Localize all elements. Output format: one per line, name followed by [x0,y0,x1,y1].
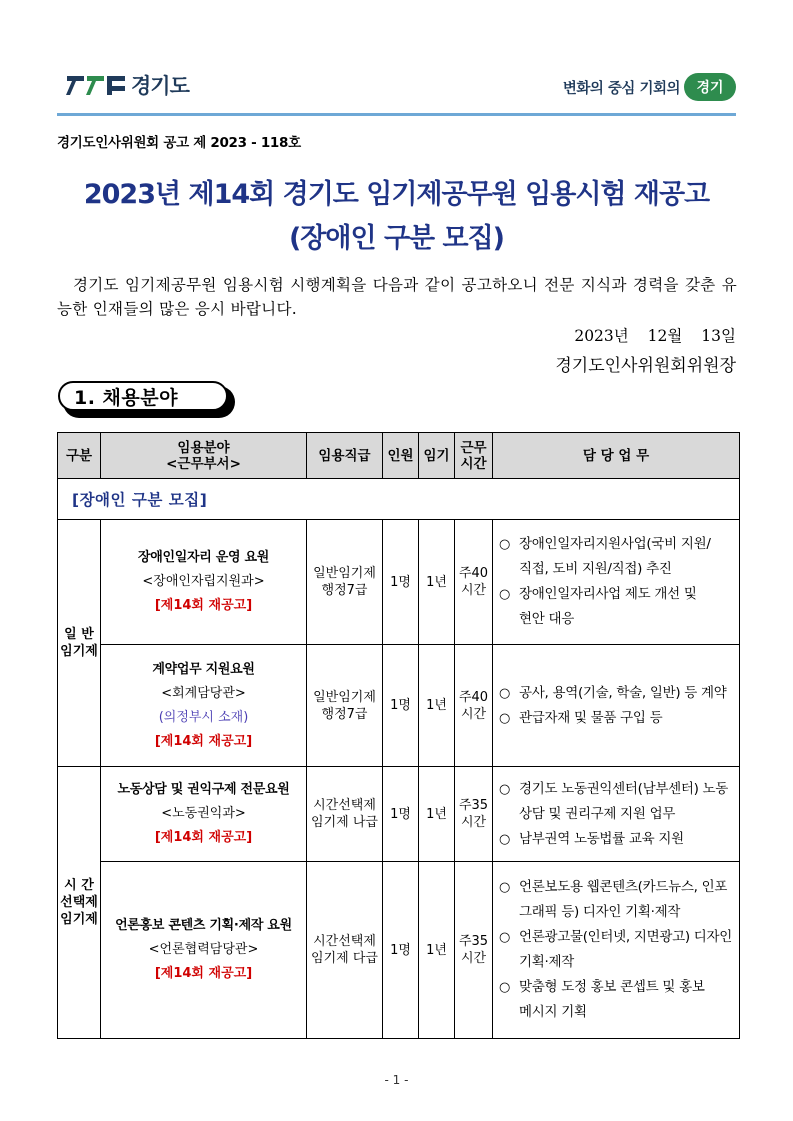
duty-text: 관급자재 및 물품 구입 등 [519,709,663,726]
table-row [58,862,740,1039]
hours-cell [455,520,493,645]
header-hours [455,433,493,479]
field-name: 장애인일자리 운영 요원 [137,550,270,565]
header-field [101,433,307,479]
duty-line: 장애인일자리사업 제도 개선 및 [519,586,697,602]
term-cell: 1년 [419,645,455,767]
duty-line: 현안 대응 [519,611,574,627]
field-name: 계약업무 지원요원 [152,661,255,677]
duty-line: 메시지 기획 [519,1004,587,1020]
count-cell: 1명 [383,520,419,645]
circle-bullet-icon: ○ [499,587,511,602]
field-cell [101,862,307,1039]
field-cell [101,767,307,862]
duty-text [519,975,705,1025]
count-cell: 1명 [383,645,419,767]
hours-line2: 시간 [460,583,487,598]
hours-line1: 주35 [458,798,489,813]
duties-cell [493,645,740,767]
category-line1: 일 반 [64,627,94,642]
field-name: 노동상담 및 권익구제 전문요원 [117,782,290,797]
duty-item [499,975,737,1025]
recruitment-table [57,432,740,1039]
page-title: 2023년 제14회 경기도 임기제공무원 임용시험 재공고 [83,179,710,210]
notice-date: 2023년 12월 13일 [574,327,736,345]
count-cell: 1명 [383,862,419,1039]
circle-bullet-icon: ○ [499,930,511,945]
header-count: 인원 [383,433,419,479]
category-line1: 시 간 [64,878,94,893]
section-heading-label: 1. 채용분야 [58,381,228,411]
rank-cell [307,520,383,645]
rank-line2: 행정7급 [321,706,368,722]
circle-bullet-icon: ○ [499,980,511,995]
duty-text [519,777,728,827]
hours-cell [455,767,493,862]
field-tag: [제14회 재공고] [154,966,253,981]
slogan-text: 변화의 중심 기회의 [562,80,680,97]
duty-line: 직접, 도비 지원/직접) 추진 [519,561,672,577]
gyeonggi-logo-mark-icon [66,73,126,97]
hours-cell [455,645,493,767]
table-row [58,767,740,862]
field-location: (의정부시 소재) [158,709,249,725]
circle-bullet-icon: ○ [499,781,511,797]
rank-line1: 일반임기제 [313,689,376,705]
field-dept: <장애인자립지원과> [142,574,265,589]
header-rank: 임용직급 [307,433,383,479]
table-header-row [58,433,740,479]
field-cell [101,645,307,767]
rank-line1: 시간선택제 [313,798,376,813]
duty-item [499,925,737,975]
duties-cell [493,862,740,1039]
notice-number: 경기도인사위원회 공고 제 2023 - 118호 [57,135,301,151]
duty-item [499,681,737,706]
duty-text [519,925,732,975]
table-row [58,520,740,645]
rank-line1: 시간선택제 [313,934,376,949]
hours-line2: 시간 [460,815,487,830]
rank-cell [307,862,383,1039]
logo-text: 경기도 [131,74,189,98]
duties-cell [493,767,740,862]
circle-bullet-icon: ○ [499,880,511,895]
hours-line1: 주40 [458,566,489,581]
header-term: 임기 [419,433,455,479]
duty-text [519,875,727,925]
rank-line2: 임기제 나급 [311,815,378,830]
banner-row [58,479,740,520]
banner-cell: [장애인 구분 모집] [58,479,740,520]
hours-cell [455,862,493,1039]
category-line2: 임기제 [60,644,98,659]
header-hours-line2: 시간 [460,455,487,472]
field-tag: [제14회 재공고] [154,733,253,749]
field-tag: [제14회 재공고] [154,830,253,845]
table-row [58,645,740,767]
field-dept: <노동권익과> [161,806,246,821]
hours-line2: 시간 [460,706,487,722]
header-field-line2: <근무부서> [166,455,241,472]
header-hours-line1: 근무 [460,439,487,456]
slogan [563,73,736,101]
intro-text: 경기도 임기제공무원 임용시험 시행계획을 다음과 같이 공고하오니 전문 지식과 경력을 갖춘 유능한 인재들의 많은 응시 바랍니다. [57,276,737,318]
category-cell-general [58,520,101,767]
duty-text: 남부권역 노동법률 교육 지원 [519,830,684,847]
duty-item [499,777,737,827]
page-subtitle: (장애인 구분 모집) [288,223,505,254]
rank-cell [307,767,383,862]
duty-line: 맞춤형 도정 홍보 콘셉트 및 홍보 [519,979,705,995]
duty-item [499,875,737,925]
field-cell [101,520,307,645]
field-dept: <언론협력담당관> [148,942,259,957]
rank-cell [307,645,383,767]
duty-item [499,706,737,731]
duty-line: 기획·제작 [519,954,574,970]
duty-item [499,582,737,632]
category-line3: 임기제 [60,912,98,927]
header-category: 구분 [58,433,101,479]
duty-line: 상담 및 권리구제 지원 업무 [519,805,676,822]
duty-line: 언론광고물(인터넷, 지면광고) 디자인 [519,929,733,945]
duty-text: 공사, 용역(기술, 학술, 일반) 등 계약 [519,684,727,701]
category-cell-part-time [58,767,101,1039]
duty-item [499,827,737,852]
circle-bullet-icon: ○ [499,710,511,726]
duty-line: 언론보도용 웹콘텐츠(카드뉴스, 인포 [519,879,728,895]
count-cell: 1명 [383,767,419,862]
field-tag: [제14회 재공고] [154,598,253,613]
circle-bullet-icon: ○ [499,685,511,701]
term-cell: 1년 [419,862,455,1039]
rank-line1: 일반임기제 [313,566,376,581]
duty-line: 장애인일자리지원사업(국비 지원/ [519,536,711,552]
hours-line2: 시간 [460,951,487,966]
circle-bullet-icon: ○ [499,537,511,552]
rank-line2: 임기제 다급 [311,951,378,966]
duties-cell [493,520,740,645]
field-dept: <회계담당관> [161,685,246,701]
duty-item [499,532,737,582]
term-cell: 1년 [419,767,455,862]
duty-line: 경기도 노동권익센터(남부센터) 노동 [519,780,729,797]
hours-line1: 주35 [458,934,489,949]
duty-text [519,532,711,582]
header-rule [57,113,736,116]
rank-line2: 행정7급 [321,583,368,598]
field-name: 언론홍보 콘텐츠 기획·제작 요원 [115,918,292,933]
issuer: 경기도인사위원회위원장 [555,356,736,376]
duty-line: 그래픽 등) 디자인 기획·제작 [519,904,681,920]
gyeonggi-logo [66,70,189,100]
header-field-line1: 임용분야 [177,439,230,456]
category-line2: 선택제 [60,895,98,910]
intro-paragraph [57,273,737,321]
circle-bullet-icon: ○ [499,831,511,847]
header-duties: 담 당 업 무 [493,433,740,479]
duty-text [519,582,697,632]
term-cell: 1년 [419,520,455,645]
page-number: - 1 - [384,1073,409,1087]
section-heading [58,381,234,417]
hours-line1: 주40 [458,689,489,705]
slogan-badge: 경기 [684,73,736,101]
